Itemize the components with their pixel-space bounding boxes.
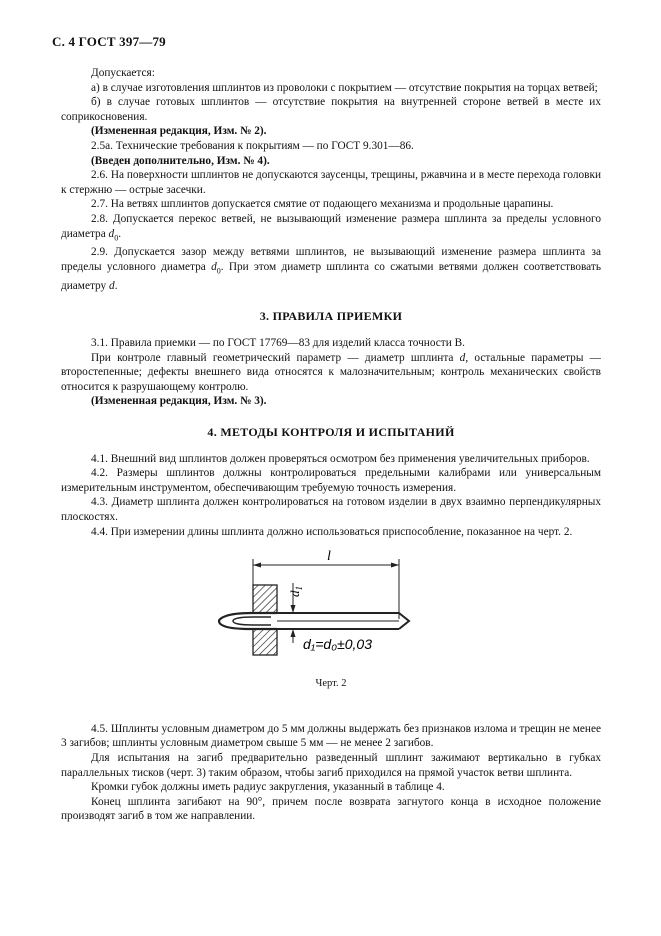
fixture-lower-jaw bbox=[253, 629, 277, 655]
split-pin-head bbox=[219, 613, 277, 629]
tolerance-formula: d₁=d₀±0,03 bbox=[303, 636, 372, 653]
paragraph: 4.3. Диаметр шплинта должен контролироваться на готовом изделии в двух взаимно перпендикулярных плоскостях. bbox=[61, 496, 601, 523]
page-header: С. 4 ГОСТ 397—79 bbox=[52, 34, 166, 49]
section-heading: 4. МЕТОДЫ КОНТРОЛЯ И ИСПЫТАНИЙ bbox=[207, 424, 455, 439]
amendment-note: (Измененная редакция, Изм. № 2). bbox=[91, 125, 267, 138]
label-d1: $d_1$ bbox=[287, 586, 304, 598]
figure-caption: Черт. 2 bbox=[315, 678, 347, 690]
paragraph: 4.1. Внешний вид шплинтов должен проверяться осмотром без применения увеличительных приборов. bbox=[91, 452, 590, 465]
paragraph: 2.5а. Технические требования к покрытиям — по ГОСТ 9.301—86. bbox=[91, 139, 414, 152]
paragraph: б) в случае готовых шплинтов — отсутствие покрытия на внутренней стороне ветвей в месте их соприкосновения. bbox=[61, 96, 601, 123]
paragraph: При контроле главный геометрический параметр — диаметр шплинта d, остальные параметры — второстепенные; дефекты внешнего вида относятся к малозначительным; контроль механических свойств относится к разрушающему контролю. bbox=[61, 351, 601, 393]
paragraph: 2.8. Допускается перекос ветвей, не вызывающий изменение размера шплинта за пределы условного диаметра $d_0$. bbox=[61, 212, 601, 242]
paragraph: 4.2. Размеры шплинтов должны контролироваться предельными калибрами или универсальным измерительным инструментом, обеспечивающим требуемую точность измерения. bbox=[61, 467, 601, 494]
paragraph: 2.9. Допускается зазор между ветвями шплинтов, не вызывающий изменение размера шплинта за пределы условного диаметра $d_0$. При этом диаметр шплинта со сжатыми ветвями должен соответствовать диаметру d. bbox=[61, 246, 601, 292]
split-pin-measurement-drawing bbox=[211, 547, 471, 677]
paragraph: Для испытания на загиб предварительно разведенный шплинт зажимают вертикально в губках параллельных тисков (черт. 3) таким образом, чтобы загиб приходился на прямой участок ветви шплинта. bbox=[61, 751, 601, 779]
paragraph: Допускается: bbox=[91, 67, 155, 79]
amendment-note: (Введен дополнительно, Изм. № 4). bbox=[91, 154, 270, 167]
paragraph: 2.7. На ветвях шплинтов допускается смятие от подающего механизма и продольные царапины. bbox=[91, 198, 554, 211]
paragraph: 4.4. При измерении длины шплинта должно использоваться приспособление, показанное на черт. 2. bbox=[91, 525, 573, 538]
document-body bbox=[61, 66, 601, 824]
fixture-upper-jaw bbox=[253, 585, 277, 613]
paragraph: Конец шплинта загибают на 90°, причем после возврата загнутого конца в исходное положение производят загиб в том же направлении. bbox=[61, 795, 601, 823]
label-l: l bbox=[327, 549, 331, 565]
paragraph: 4.5. Шплинты условным диаметром до 5 мм должны выдержать без признаков излома и трещин не менее 3 загибов; шплинты условным диаметром свыше 5 мм — не менее 2 загибов. bbox=[61, 722, 601, 750]
amendment-note: (Измененная редакция, Изм. № 3). bbox=[91, 395, 267, 408]
figure-2 bbox=[61, 547, 601, 677]
paragraph: 3.1. Правила приемки — по ГОСТ 17769—83 для изделий класса точности В. bbox=[91, 337, 465, 349]
paragraph: а) в случае изготовления шплинтов из проволоки с покрытием — отсутствие покрытия на торцах ветвей; bbox=[91, 81, 598, 94]
paragraph: 2.6. На поверхности шплинтов не допускаются заусенцы, трещины, ржавчина и в месте перехода головки к стержню — острые засечки. bbox=[61, 169, 601, 196]
section-heading: 3. ПРАВИЛА ПРИЕМКИ bbox=[259, 309, 403, 324]
paragraph: Кромки губок должны иметь радиус закругления, указанный в таблице 4. bbox=[91, 781, 445, 794]
